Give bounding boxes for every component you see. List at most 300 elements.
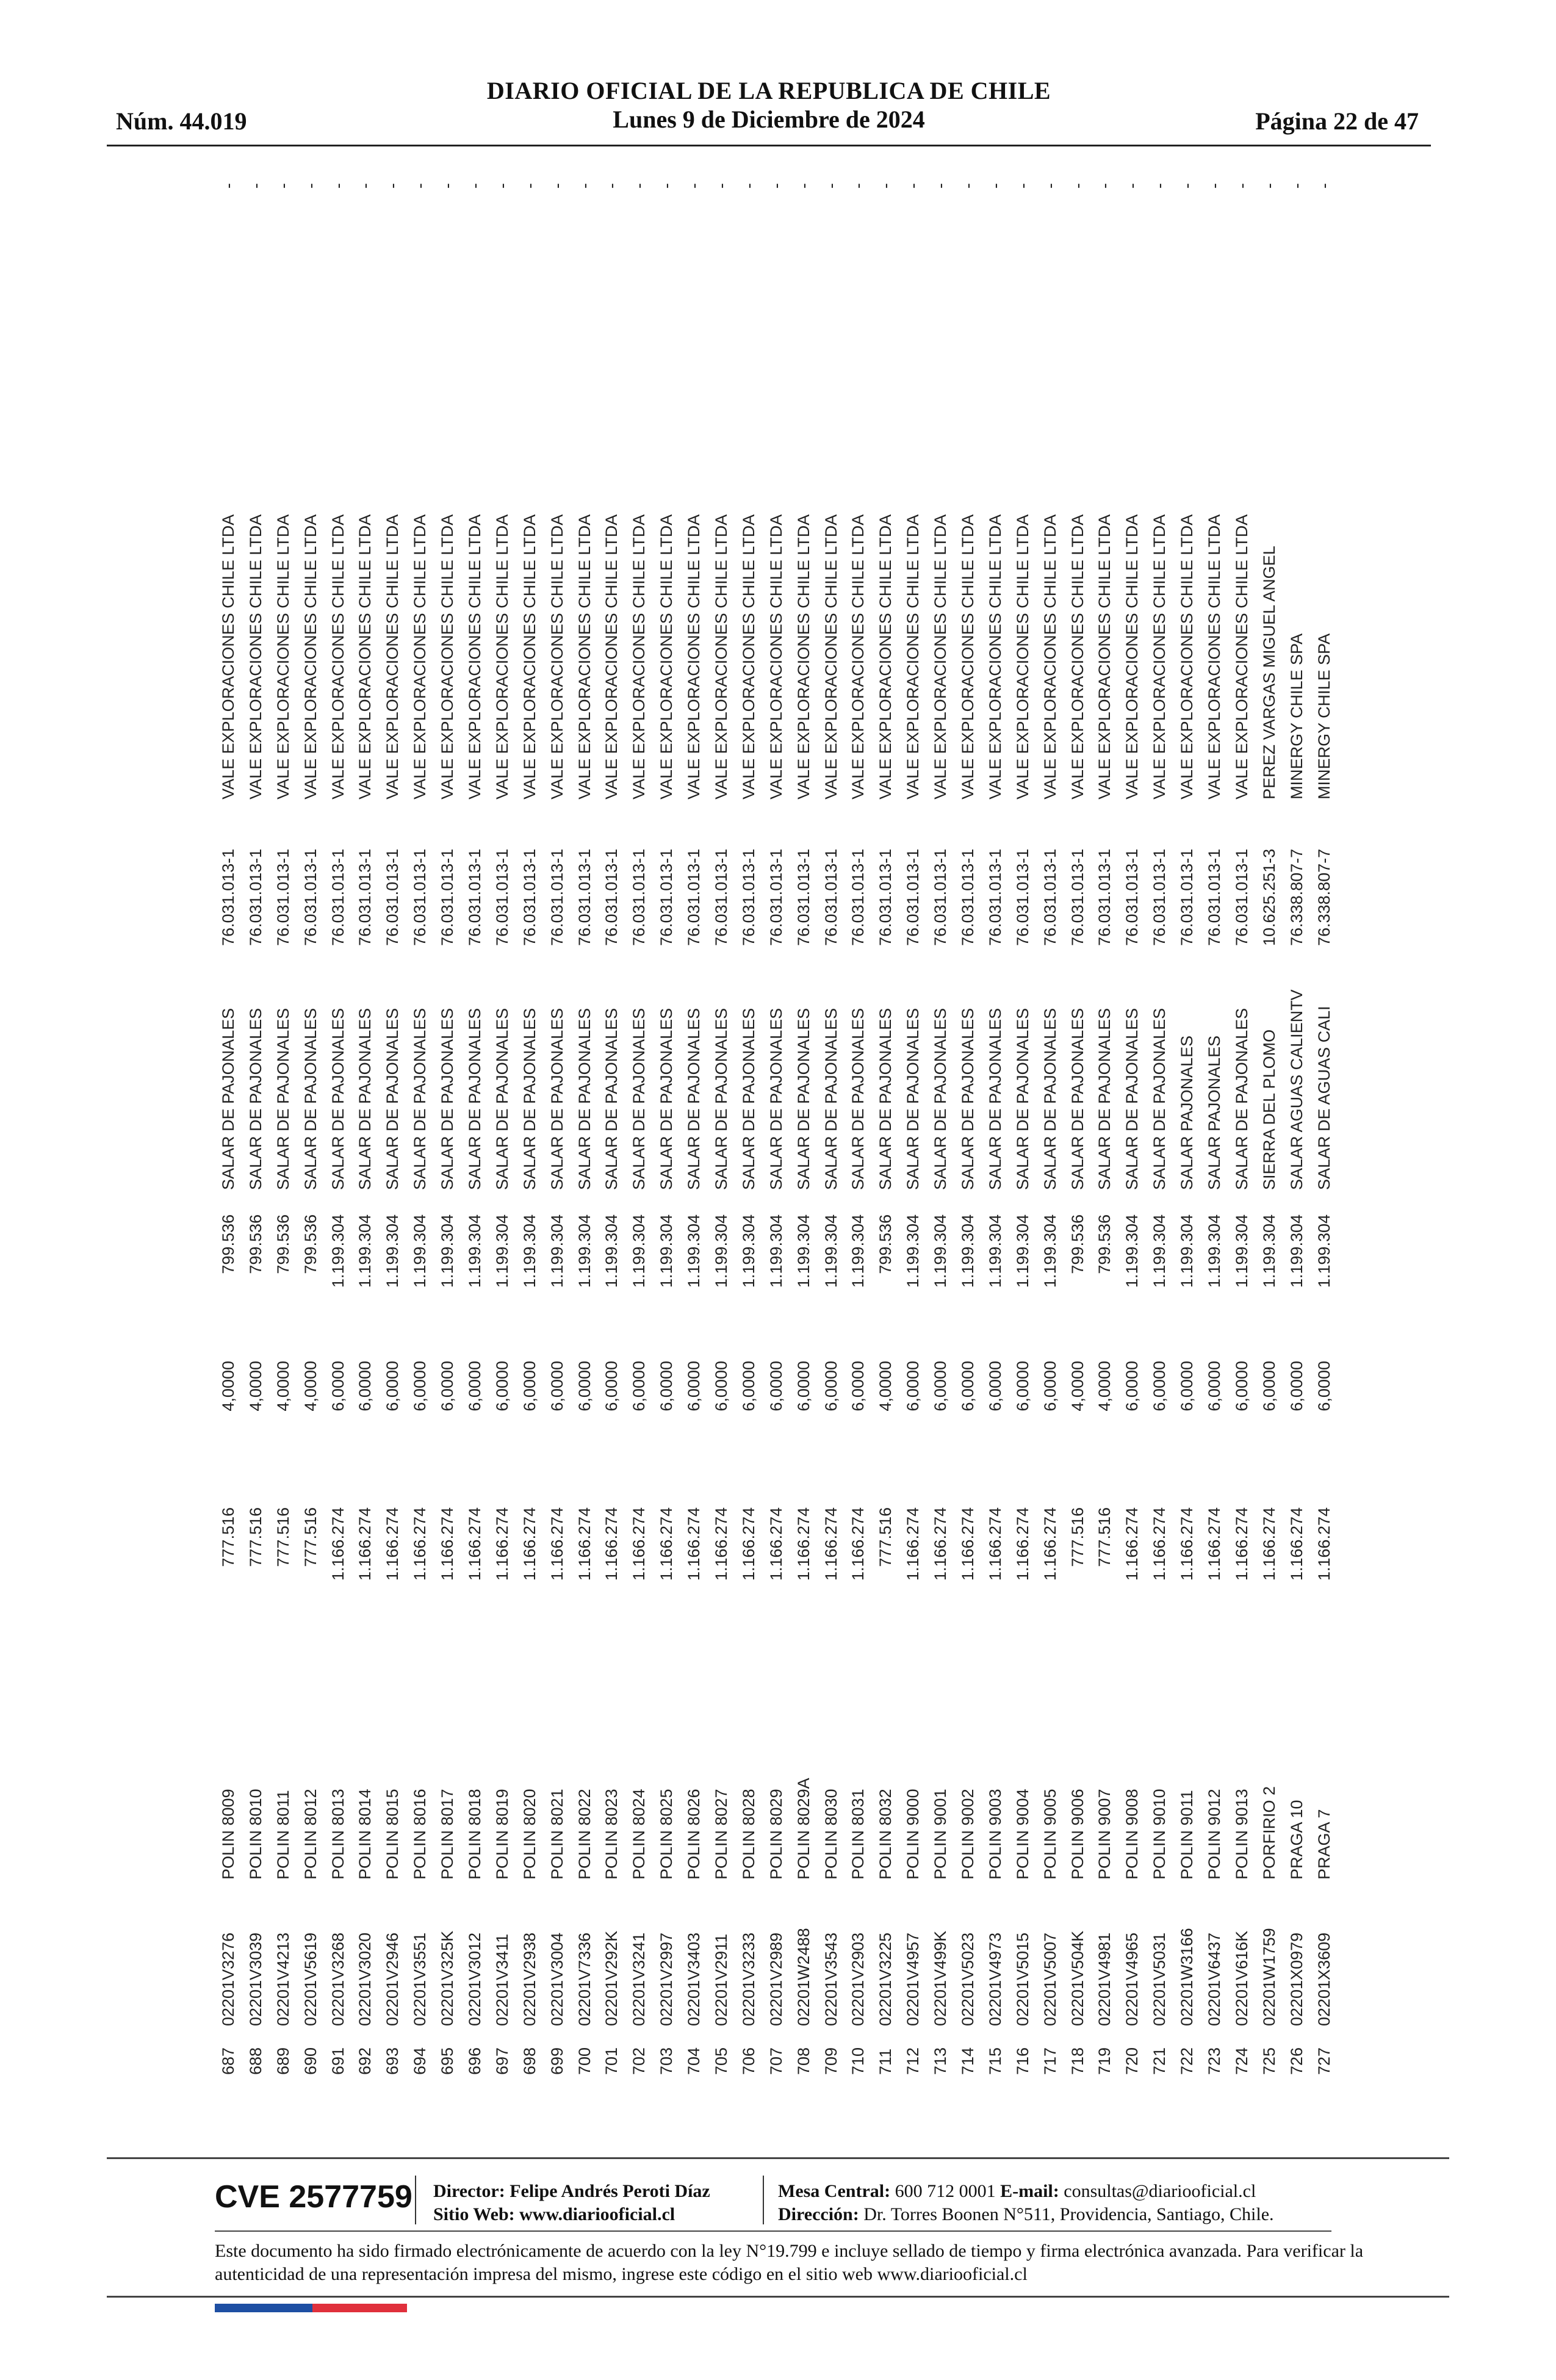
concession-id-cell: 02201V3039: [246, 1932, 265, 2026]
dash-mark-cell: -: [575, 183, 594, 189]
concession-id-cell: 02201V2903: [849, 1932, 868, 2026]
value-a-cell: 1.166.274: [356, 1507, 375, 1581]
factor-cell: 6,0000: [328, 1361, 347, 1412]
value-b-cell: 1.199.304: [1013, 1214, 1032, 1288]
holder-name-cell: VALE EXPLORACIONES CHILE LTDA: [301, 514, 320, 799]
value-b-cell: 799.536: [218, 1214, 237, 1274]
location-cell: SALAR DE PAJONALES: [301, 1008, 320, 1190]
location-cell: SALAR DE PAJONALES: [766, 1008, 785, 1190]
value-b-cell: 799.536: [301, 1214, 320, 1274]
location-cell: SALAR DE PAJONALES: [465, 1008, 484, 1190]
rut-cell: 76.031.013-1: [411, 848, 430, 946]
concession-name-cell: POLIN 9008: [1123, 1789, 1142, 1880]
row-number-cell: 725: [1259, 2047, 1278, 2075]
value-a-cell: 1.166.274: [739, 1507, 758, 1581]
concession-name-cell: POLIN 8015: [383, 1789, 402, 1880]
table-row: [625, 171, 653, 2075]
concession-name-cell: POLIN 8022: [575, 1789, 594, 1880]
value-a-cell: 1.166.274: [904, 1507, 923, 1581]
row-number-cell: 697: [492, 2047, 511, 2075]
holder-name-cell: VALE EXPLORACIONES CHILE LTDA: [1178, 514, 1197, 799]
newspaper-title: DIARIO OFICIAL DE LA REPUBLICA DE CHILE: [486, 77, 1051, 104]
concession-id-cell: 02201V504K: [1068, 1930, 1087, 2026]
concession-name-cell: POLIN 8019: [492, 1789, 511, 1880]
table-row: [1092, 171, 1119, 2075]
rut-cell: 76.031.013-1: [273, 848, 292, 946]
value-a-cell: 1.166.274: [958, 1507, 977, 1581]
location-cell: SALAR DE PAJONALES: [575, 1008, 594, 1190]
holder-name-cell: VALE EXPLORACIONES CHILE LTDA: [411, 514, 430, 799]
row-number-cell: 703: [657, 2047, 676, 2075]
factor-cell: 6,0000: [1013, 1361, 1032, 1412]
table-row: [899, 171, 927, 2075]
holder-name-cell: VALE EXPLORACIONES CHILE LTDA: [1068, 514, 1087, 799]
rut-cell: 76.031.013-1: [1040, 848, 1059, 946]
rut-cell: 76.338.807-7: [1287, 848, 1306, 946]
concession-name-cell: POLIN 8012: [301, 1789, 320, 1880]
value-a-cell: 1.166.274: [766, 1507, 785, 1581]
dash-mark-cell: -: [794, 183, 813, 189]
rut-cell: 76.031.013-1: [1150, 848, 1169, 946]
table-row: [406, 171, 434, 2075]
concession-name-cell: POLIN 8014: [356, 1789, 375, 1880]
row-number-cell: 693: [383, 2047, 402, 2075]
value-b-cell: 1.199.304: [657, 1214, 676, 1288]
phone-label: Mesa Central:: [778, 2181, 891, 2201]
location-cell: SALAR DE PAJONALES: [794, 1008, 813, 1190]
value-b-cell: 1.199.304: [1232, 1214, 1251, 1288]
concession-name-cell: POLIN 9013: [1232, 1789, 1251, 1880]
rut-cell: 76.031.013-1: [1205, 848, 1223, 946]
location-cell: SALAR DE PAJONALES: [411, 1008, 430, 1190]
row-number-cell: 727: [1314, 2047, 1333, 2075]
concession-id-cell: 02201W1759: [1259, 1928, 1278, 2026]
dash-mark-cell: -: [465, 183, 484, 189]
concession-name-cell: POLIN 8021: [547, 1789, 566, 1880]
dash-mark-cell: -: [1178, 183, 1197, 189]
location-cell: SALAR DE PAJONALES: [711, 1008, 730, 1190]
value-b-cell: 1.199.304: [794, 1214, 813, 1288]
factor-cell: 4,0000: [246, 1361, 265, 1412]
row-number-cell: 709: [821, 2047, 840, 2075]
table-row: [270, 171, 297, 2075]
table-row: [516, 171, 544, 2075]
email-link[interactable]: consultas@diariooficial.cl: [1064, 2181, 1256, 2201]
value-b-cell: 1.199.304: [520, 1214, 539, 1288]
value-b-cell: 1.199.304: [1150, 1214, 1169, 1288]
holder-name-cell: MINERGY CHILE SPA: [1314, 633, 1333, 799]
table-row: [1118, 171, 1146, 2075]
footer-separator: [415, 2176, 416, 2224]
value-b-cell: 1.199.304: [739, 1214, 758, 1288]
location-cell: SALAR DE PAJONALES: [849, 1008, 868, 1190]
table-row: [489, 171, 516, 2075]
location-cell: SALAR PAJONALES: [1178, 1035, 1197, 1190]
table-row: [845, 171, 872, 2075]
location-cell: SIERRA DEL PLOMO: [1259, 1029, 1278, 1190]
rut-cell: 76.031.013-1: [794, 848, 813, 946]
table-row: [1064, 171, 1092, 2075]
row-number-cell: 715: [985, 2047, 1004, 2075]
location-cell: SALAR DE AGUAS CALI: [1314, 1006, 1333, 1190]
value-a-cell: 1.166.274: [602, 1507, 621, 1581]
value-a-cell: 1.166.274: [1205, 1507, 1223, 1581]
rut-cell: 76.031.013-1: [602, 848, 621, 946]
concession-id-cell: 02201V3411: [492, 1933, 511, 2026]
dash-mark-cell: -: [739, 183, 758, 189]
location-cell: SALAR DE PAJONALES: [1123, 1008, 1142, 1190]
value-b-cell: 1.199.304: [958, 1214, 977, 1288]
dash-mark-cell: -: [1232, 183, 1251, 189]
concession-name-cell: POLIN 9012: [1205, 1789, 1223, 1880]
concession-id-cell: 02201V3225: [876, 1932, 895, 2026]
rut-cell: 76.031.013-1: [492, 848, 511, 946]
row-number-cell: 696: [465, 2047, 484, 2075]
table-row: [1146, 171, 1173, 2075]
rut-cell: 76.031.013-1: [438, 848, 457, 946]
location-cell: SALAR DE PAJONALES: [985, 1008, 1004, 1190]
holder-name-cell: VALE EXPLORACIONES CHILE LTDA: [794, 514, 813, 799]
concession-id-cell: 02201V5015: [1013, 1932, 1032, 2026]
dash-mark-cell: -: [1095, 183, 1114, 189]
concession-id-cell: 02201V2911: [711, 1933, 730, 2026]
value-b-cell: 1.199.304: [685, 1214, 704, 1288]
footer-divider-bottom: [107, 2296, 1449, 2298]
factor-cell: 6,0000: [985, 1361, 1004, 1412]
rut-cell: 76.031.013-1: [739, 848, 758, 946]
concession-id-cell: 02201V325K: [438, 1930, 457, 2026]
dash-mark-cell: -: [821, 183, 840, 189]
dash-mark-cell: -: [904, 183, 923, 189]
dash-mark-cell: -: [876, 183, 895, 189]
concession-id-cell: 02201V3233: [739, 1932, 758, 2026]
factor-cell: 6,0000: [356, 1361, 375, 1412]
rut-cell: 76.031.013-1: [575, 848, 594, 946]
rut-cell: 76.031.013-1: [383, 848, 402, 946]
concession-name-cell: POLIN 8031: [849, 1789, 868, 1880]
factor-cell: 6,0000: [547, 1361, 566, 1412]
header-divider: [107, 145, 1431, 146]
table-row: [818, 171, 845, 2075]
table-row: [763, 171, 790, 2075]
dash-mark-cell: -: [411, 183, 430, 189]
concession-name-cell: POLIN 8011: [273, 1790, 292, 1880]
concession-id-cell: 02201V4965: [1123, 1932, 1142, 2026]
concession-id-cell: 02201W2488: [794, 1928, 813, 2026]
table-row: [982, 171, 1009, 2075]
table-row: [571, 171, 599, 2075]
footer-director-block: [433, 2180, 710, 2226]
concession-name-cell: POLIN 9001: [931, 1789, 950, 1880]
location-cell: SALAR DE PAJONALES: [356, 1008, 375, 1190]
holder-name-cell: VALE EXPLORACIONES CHILE LTDA: [492, 514, 511, 799]
rut-cell: 76.031.013-1: [1095, 848, 1114, 946]
row-number-cell: 716: [1013, 2047, 1032, 2075]
rut-cell: 76.031.013-1: [904, 848, 923, 946]
holder-name-cell: VALE EXPLORACIONES CHILE LTDA: [821, 514, 840, 799]
factor-cell: 6,0000: [602, 1361, 621, 1412]
rut-cell: 76.031.013-1: [849, 848, 868, 946]
concession-name-cell: POLIN 9004: [1013, 1789, 1032, 1880]
email-label: E-mail:: [1000, 2181, 1059, 2201]
concession-name-cell: POLIN 9003: [985, 1789, 1004, 1880]
masthead: [107, 76, 1431, 134]
value-b-cell: 1.199.304: [630, 1214, 649, 1288]
holder-name-cell: VALE EXPLORACIONES CHILE LTDA: [1150, 514, 1169, 799]
holder-name-cell: VALE EXPLORACIONES CHILE LTDA: [1040, 514, 1059, 799]
concession-id-cell: 02201V292K: [602, 1930, 621, 2026]
value-b-cell: 1.199.304: [328, 1214, 347, 1288]
rut-cell: 76.031.013-1: [1123, 848, 1142, 946]
concession-name-cell: POLIN 8010: [246, 1789, 265, 1880]
row-number-cell: 718: [1068, 2047, 1087, 2075]
concession-id-cell: 02201V7336: [575, 1932, 594, 2026]
location-cell: SALAR AGUAS CALIENTV: [1287, 989, 1306, 1190]
concession-name-cell: POLIN 9011: [1178, 1790, 1197, 1880]
concession-id-cell: 02201V5023: [958, 1932, 977, 2026]
dash-mark-cell: -: [1287, 183, 1306, 189]
concession-name-cell: POLIN 8024: [630, 1789, 649, 1880]
table-row: [461, 171, 489, 2075]
row-number-cell: 712: [904, 2047, 923, 2075]
value-a-cell: 1.166.274: [1123, 1507, 1142, 1581]
rut-cell: 76.031.013-1: [520, 848, 539, 946]
row-number-cell: 688: [246, 2047, 265, 2075]
table-row: [653, 171, 680, 2075]
row-number-cell: 695: [438, 2047, 457, 2075]
location-cell: SALAR PAJONALES: [1205, 1035, 1223, 1190]
holder-name-cell: VALE EXPLORACIONES CHILE LTDA: [739, 514, 758, 799]
rut-cell: 76.031.013-1: [958, 848, 977, 946]
website-link[interactable]: Sitio Web: www.diariooficial.cl: [433, 2204, 675, 2224]
rut-cell: 76.031.013-1: [246, 848, 265, 946]
holder-name-cell: VALE EXPLORACIONES CHILE LTDA: [685, 514, 704, 799]
row-number-cell: 699: [547, 2047, 566, 2075]
factor-cell: 6,0000: [739, 1361, 758, 1412]
value-b-cell: 1.199.304: [411, 1214, 430, 1288]
holder-name-cell: VALE EXPLORACIONES CHILE LTDA: [246, 514, 265, 799]
footer-divider-top: [107, 2157, 1449, 2159]
table-row: [1283, 171, 1311, 2075]
concession-name-cell: POLIN 8028: [739, 1789, 758, 1880]
value-b-cell: 1.199.304: [985, 1214, 1004, 1288]
row-number-cell: 719: [1095, 2047, 1114, 2075]
location-cell: SALAR DE PAJONALES: [1013, 1008, 1032, 1190]
table-row: [379, 171, 406, 2075]
holder-name-cell: VALE EXPLORACIONES CHILE LTDA: [547, 514, 566, 799]
concession-name-cell: POLIN 8016: [411, 1789, 430, 1880]
factor-cell: 6,0000: [821, 1361, 840, 1412]
factor-cell: 6,0000: [520, 1361, 539, 1412]
row-number-cell: 698: [520, 2047, 539, 2075]
holder-name-cell: VALE EXPLORACIONES CHILE LTDA: [602, 514, 621, 799]
holder-name-cell: VALE EXPLORACIONES CHILE LTDA: [465, 514, 484, 799]
dash-mark-cell: -: [1068, 183, 1087, 189]
concession-name-cell: PRAGA 7: [1314, 1809, 1333, 1880]
row-number-cell: 701: [602, 2047, 621, 2075]
holder-name-cell: VALE EXPLORACIONES CHILE LTDA: [1205, 514, 1223, 799]
row-number-cell: 723: [1205, 2047, 1223, 2075]
row-number-cell: 690: [301, 2047, 320, 2075]
address-text: Dr. Torres Boonen N°511, Providencia, Santiago, Chile.: [863, 2204, 1274, 2224]
mining-concessions-table: [215, 171, 1338, 2075]
row-number-cell: 700: [575, 2047, 594, 2075]
location-cell: SALAR DE PAJONALES: [602, 1008, 621, 1190]
row-number-cell: 724: [1232, 2047, 1251, 2075]
holder-name-cell: VALE EXPLORACIONES CHILE LTDA: [438, 514, 457, 799]
rut-cell: 10.625.251-3: [1259, 848, 1278, 946]
location-cell: SALAR DE PAJONALES: [520, 1008, 539, 1190]
dash-mark-cell: -: [602, 183, 621, 189]
concession-name-cell: POLIN 8018: [465, 1789, 484, 1880]
dash-mark-cell: -: [685, 183, 704, 189]
rut-cell: 76.031.013-1: [657, 848, 676, 946]
value-a-cell: 777.516: [218, 1507, 237, 1567]
footer-separator: [763, 2176, 764, 2224]
value-a-cell: 1.166.274: [328, 1507, 347, 1581]
factor-cell: 6,0000: [1205, 1361, 1223, 1412]
rut-cell: 76.031.013-1: [630, 848, 649, 946]
rut-cell: 76.031.013-1: [465, 848, 484, 946]
table-row: [297, 171, 325, 2075]
concession-name-cell: POLIN 8025: [657, 1789, 676, 1880]
table-row: [927, 171, 954, 2075]
factor-cell: 6,0000: [411, 1361, 430, 1412]
dash-mark-cell: -: [711, 183, 730, 189]
value-b-cell: 799.536: [1068, 1214, 1087, 1274]
rut-cell: 76.031.013-1: [711, 848, 730, 946]
location-cell: SALAR DE PAJONALES: [657, 1008, 676, 1190]
value-a-cell: 1.166.274: [411, 1507, 430, 1581]
concession-id-cell: 02201V3543: [821, 1932, 840, 2026]
concession-name-cell: POLIN 8029: [766, 1789, 785, 1880]
factor-cell: 6,0000: [931, 1361, 950, 1412]
table-row: [1256, 171, 1283, 2075]
row-number-cell: 714: [958, 2047, 977, 2075]
concession-id-cell: 02201X0979: [1287, 1932, 1306, 2026]
row-number-cell: 689: [273, 2047, 292, 2075]
factor-cell: 6,0000: [383, 1361, 402, 1412]
factor-cell: 4,0000: [1095, 1361, 1114, 1412]
dash-mark-cell: -: [356, 183, 375, 189]
dash-mark-cell: -: [520, 183, 539, 189]
holder-name-cell: MINERGY CHILE SPA: [1287, 633, 1306, 799]
row-number-cell: 691: [328, 2047, 347, 2075]
value-b-cell: 1.199.304: [383, 1214, 402, 1288]
value-a-cell: 1.166.274: [1150, 1507, 1169, 1581]
holder-name-cell: VALE EXPLORACIONES CHILE LTDA: [931, 514, 950, 799]
concession-name-cell: POLIN 9000: [904, 1789, 923, 1880]
concession-id-cell: 02201V3551: [411, 1932, 430, 2026]
holder-name-cell: VALE EXPLORACIONES CHILE LTDA: [383, 514, 402, 799]
factor-cell: 6,0000: [1178, 1361, 1197, 1412]
concession-id-cell: 02201V2989: [766, 1932, 785, 2026]
value-a-cell: 1.166.274: [1287, 1507, 1306, 1581]
holder-name-cell: VALE EXPLORACIONES CHILE LTDA: [520, 514, 539, 799]
value-b-cell: 1.199.304: [1205, 1214, 1223, 1288]
concession-id-cell: 02201V2946: [383, 1932, 402, 2026]
concession-name-cell: POLIN 9010: [1150, 1789, 1169, 1880]
value-a-cell: 1.166.274: [1040, 1507, 1059, 1581]
value-b-cell: 1.199.304: [1287, 1214, 1306, 1288]
rut-cell: 76.031.013-1: [1068, 848, 1087, 946]
factor-cell: 4,0000: [301, 1361, 320, 1412]
location-cell: SALAR DE PAJONALES: [958, 1008, 977, 1190]
factor-cell: 4,0000: [876, 1361, 895, 1412]
concession-id-cell: 02201V3004: [547, 1932, 566, 2026]
holder-name-cell: VALE EXPLORACIONES CHILE LTDA: [904, 514, 923, 799]
factor-cell: 6,0000: [766, 1361, 785, 1412]
value-a-cell: 1.166.274: [985, 1507, 1004, 1581]
holder-name-cell: VALE EXPLORACIONES CHILE LTDA: [849, 514, 868, 799]
table-row: [954, 171, 982, 2075]
row-number-cell: 702: [630, 2047, 649, 2075]
location-cell: SALAR DE PAJONALES: [383, 1008, 402, 1190]
concession-name-cell: POLIN 8023: [602, 1789, 621, 1880]
concession-name-cell: POLIN 8030: [821, 1789, 840, 1880]
table-row: [1173, 171, 1201, 2075]
value-b-cell: 1.199.304: [711, 1214, 730, 1288]
table-row: [680, 171, 708, 2075]
dash-mark-cell: -: [328, 183, 347, 189]
concession-name-cell: POLIN 8017: [438, 1789, 457, 1880]
value-b-cell: 1.199.304: [438, 1214, 457, 1288]
concession-id-cell: 02201V4957: [904, 1932, 923, 2026]
table-row: [242, 171, 270, 2075]
concession-id-cell: 02201V5031: [1150, 1932, 1169, 2026]
dash-mark-cell: -: [1205, 183, 1223, 189]
concession-name-cell: POLIN 8027: [711, 1789, 730, 1880]
factor-cell: 6,0000: [465, 1361, 484, 1412]
location-cell: SALAR DE PAJONALES: [904, 1008, 923, 1190]
factor-cell: 4,0000: [1068, 1361, 1087, 1412]
value-b-cell: 1.199.304: [766, 1214, 785, 1288]
concession-id-cell: 02201V3020: [356, 1932, 375, 2026]
holder-name-cell: VALE EXPLORACIONES CHILE LTDA: [766, 514, 785, 799]
concession-id-cell: 02201V3268: [328, 1932, 347, 2026]
dash-mark-cell: -: [1123, 183, 1142, 189]
rut-cell: 76.031.013-1: [821, 848, 840, 946]
value-a-cell: 1.166.274: [1013, 1507, 1032, 1581]
value-a-cell: 1.166.274: [685, 1507, 704, 1581]
dash-mark-cell: -: [383, 183, 402, 189]
location-cell: SALAR DE PAJONALES: [1150, 1008, 1169, 1190]
concession-name-cell: POLIN 9002: [958, 1789, 977, 1880]
table-row: [1228, 171, 1256, 2075]
value-b-cell: 1.199.304: [1178, 1214, 1197, 1288]
factor-cell: 6,0000: [1232, 1361, 1251, 1412]
value-a-cell: 777.516: [246, 1507, 265, 1567]
value-a-cell: 777.516: [1095, 1507, 1114, 1567]
value-a-cell: 1.166.274: [931, 1507, 950, 1581]
value-b-cell: 799.536: [273, 1214, 292, 1274]
value-b-cell: 1.199.304: [547, 1214, 566, 1288]
factor-cell: 6,0000: [794, 1361, 813, 1412]
row-number-cell: 687: [218, 2047, 237, 2075]
concession-id-cell: 02201V4981: [1095, 1932, 1114, 2026]
table-row: [735, 171, 763, 2075]
cve-code: CVE 2577759: [215, 2179, 412, 2215]
concession-id-cell: 02201V616K: [1232, 1930, 1251, 2026]
concession-name-cell: POLIN 8032: [876, 1789, 895, 1880]
location-cell: SALAR DE PAJONALES: [1232, 1008, 1251, 1190]
table-row: [708, 171, 735, 2075]
row-number-cell: 721: [1150, 2047, 1169, 2075]
legal-notice: Este documento ha sido firmado electrónicamente de acuerdo con la ley N°19.799 e incluye sellado de tiempo y firma electrónica avanzada. Para verificar la autenticidad de una representación impresa del mismo, ingrese este código en el sitio web www.diariooficial.cl: [215, 2241, 1364, 2284]
holder-name-cell: VALE EXPLORACIONES CHILE LTDA: [985, 514, 1004, 799]
factor-cell: 6,0000: [1123, 1361, 1142, 1412]
factor-cell: 6,0000: [1287, 1361, 1306, 1412]
